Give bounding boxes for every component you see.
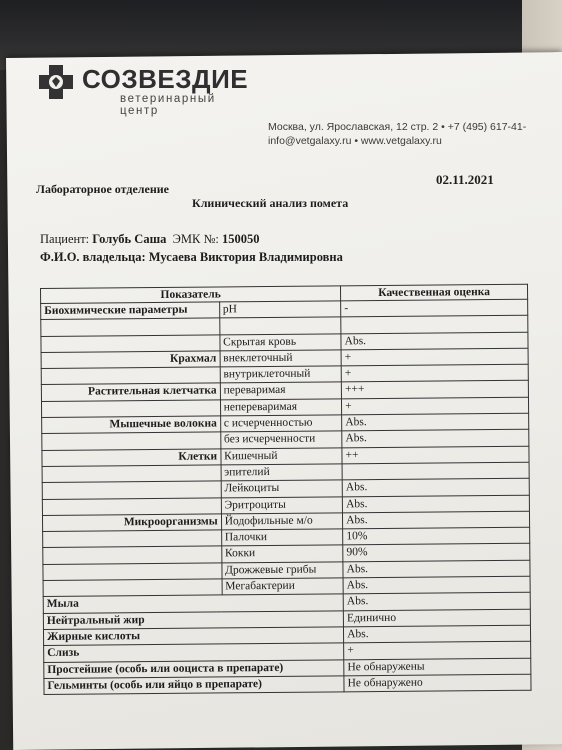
clinic-contacts (268, 120, 526, 148)
report-title: Клинический анализ помета (192, 196, 349, 210)
column-header-indicator: Показатель (41, 286, 341, 304)
row-label: Слизь (44, 643, 344, 662)
row-sub-label: Кишечный (221, 448, 343, 465)
row-value: Abs. (343, 560, 530, 578)
row-sub-label: внеклеточный (220, 350, 342, 367)
row-value (342, 462, 529, 480)
row-value: Abs. (343, 593, 530, 611)
row-value: Не обнаружено (344, 674, 531, 692)
row-value: Единично (343, 609, 530, 627)
row-label: Жирные кислоты (43, 627, 343, 646)
department: Лабораторное отделение (36, 182, 169, 196)
row-value: Abs. (343, 576, 530, 594)
patient-line (40, 232, 259, 247)
row-group-label (42, 497, 221, 515)
row-group-label: Растительная клетчатка (41, 383, 220, 401)
row-sub-label: Йодофильные м/о (221, 513, 343, 530)
row-value: + (342, 397, 529, 415)
row-sub-label: внутриклеточный (220, 366, 342, 383)
row-value: 90% (343, 544, 530, 562)
clinic-logo (36, 62, 249, 117)
row-value: + (344, 641, 531, 659)
row-value: +++ (341, 381, 528, 399)
row-sub-label: Дрожжевые грибы (222, 562, 344, 579)
owner-line (40, 250, 343, 265)
row-sub-label: Кокки (221, 545, 343, 562)
row-value: Abs. (344, 625, 531, 643)
row-group-label: Биохимические параметры (41, 302, 220, 320)
row-group-label (41, 400, 220, 418)
results-table (40, 284, 532, 695)
row-group-label (43, 530, 222, 548)
row-sub-label: pH (219, 301, 341, 318)
column-header-assessment: Качественная оценка (341, 284, 528, 301)
row-label: Гельминты (особь или яйцо в препарате) (44, 676, 344, 695)
row-sub-label: Лейкоциты (221, 480, 343, 497)
clinic-subtitle: ветеринарный центр (120, 93, 216, 117)
row-sub-label: Мегабактерии (222, 578, 344, 595)
row-value: - (341, 299, 528, 317)
row-sub-label: непереваримая (220, 399, 342, 416)
row-value: Abs. (341, 332, 528, 350)
row-value (341, 316, 528, 334)
emk-number: 150050 (221, 232, 260, 246)
row-value: 10% (343, 527, 530, 545)
row-value: Abs. (342, 413, 529, 431)
row-label: Простейшие (особь или ооциста в препарате) (44, 659, 344, 678)
row-group-label (43, 563, 222, 581)
row-sub-label: без исчерченности (220, 431, 342, 448)
row-value: Abs. (342, 479, 529, 497)
contacts-line-2: info@vetgalaxy.ru • www.vetgalaxy.ru (268, 135, 442, 147)
row-sub-label: Эритроциты (221, 496, 343, 513)
row-group-label: Клетки (42, 449, 221, 467)
row-sub-label: с исчерченностью (220, 415, 342, 432)
row-sub-label (219, 317, 341, 334)
row-group-label (41, 335, 220, 353)
row-value: Abs. (343, 511, 530, 529)
row-group-label (42, 465, 221, 483)
patient-label: Пациент: (40, 232, 90, 246)
row-group-label (43, 579, 222, 597)
row-value: Abs. (342, 495, 529, 513)
row-group-label: Мышечные волокна (42, 416, 221, 434)
row-group-label (41, 367, 220, 385)
row-label: Мыла (43, 594, 343, 613)
row-group-label (43, 546, 222, 564)
row-group-label: Крахмал (41, 351, 220, 369)
row-value: + (341, 348, 528, 366)
row-sub-label: эпителий (221, 464, 343, 481)
row-sub-label: переваримая (220, 382, 342, 399)
row-group-label (42, 432, 221, 450)
star-cross-logo-icon (36, 62, 76, 102)
owner-label: Ф.И.О. владельца: (40, 250, 146, 264)
contacts-line-1: Москва, ул. Ярославская, 12 стр. 2 • +7 (495) 617-41- (268, 121, 527, 133)
row-label: Нейтральный жир (43, 611, 343, 630)
row-sub-label: Палочки (221, 529, 343, 546)
row-value: Abs. (342, 430, 529, 448)
patient-name: Голубь Саша (92, 232, 167, 246)
report-date: 02.11.2021 (436, 172, 494, 187)
row-group-label (41, 318, 220, 336)
clinic-name: СОЗВЕЗДИЕ (82, 64, 249, 94)
row-value: Не обнаружены (344, 658, 531, 676)
row-sub-label: Скрытая кровь (220, 333, 342, 350)
row-value: ++ (342, 446, 529, 464)
row-group-label (42, 481, 221, 499)
emk-label: ЭМК №: (172, 232, 219, 246)
owner-name: Мусаева Виктория Владимировна (148, 250, 343, 264)
row-group-label: Микроорганизмы (42, 514, 221, 532)
row-value: + (341, 364, 528, 382)
